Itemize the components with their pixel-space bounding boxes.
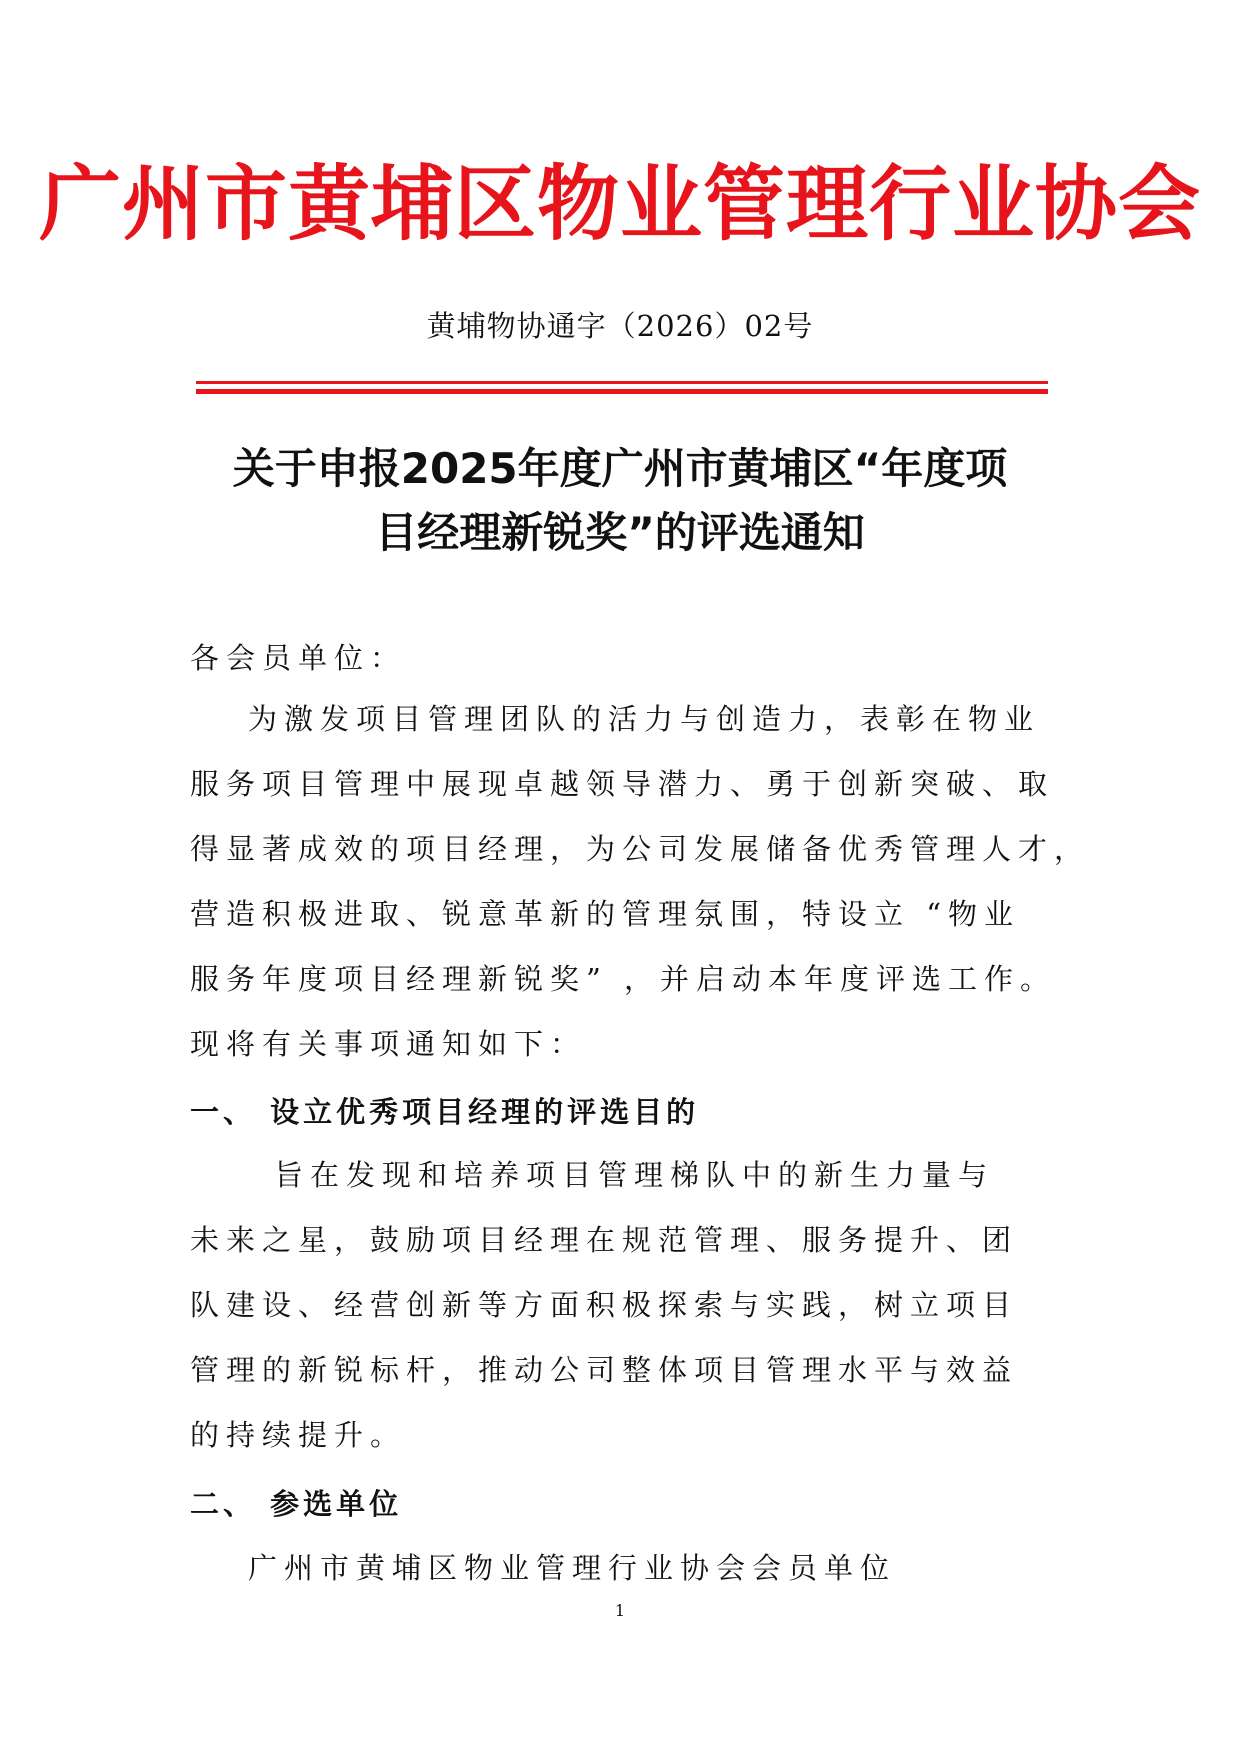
purpose-paragraph (190, 1143, 1050, 1468)
intro-paragraph-line: 营造积极进取、锐意革新的管理氛围，特设立 “物业 (190, 897, 1021, 931)
purpose-paragraph-line: 旨在发现和培养项目管理梯队中的新生力量与 (274, 1158, 995, 1192)
intro-paragraph-line: 得显著成效的项目经理，为公司发展储备优秀管理人才， (190, 832, 1091, 866)
section-heading-participants: 二、 参选单位 (190, 1487, 403, 1521)
intro-paragraph-line: 为激发项目管理团队的活力与创造力，表彰在物业 (248, 702, 1041, 736)
header-rule-thick (196, 389, 1048, 394)
salutation: 各会员单位： (190, 641, 407, 675)
intro-paragraph-line: 现将有关事项通知如下： (190, 1027, 587, 1061)
document-title-line-1: 关于申报2025年度广州市黄埔区“年度项 (232, 444, 1008, 493)
purpose-paragraph-line: 队建设、经营创新等方面积极探索与实践，树立项目 (190, 1288, 1019, 1322)
purpose-paragraph-line: 管理的新锐标杆，推动公司整体项目管理水平与效益 (190, 1353, 1019, 1387)
intro-paragraph (190, 687, 1091, 1077)
section-heading-purpose: 一、 设立优秀项目经理的评选目的 (190, 1095, 700, 1129)
header-rule-thin (196, 381, 1048, 384)
document-number: 黄埔物协通字（2026）02号 (426, 309, 814, 343)
page-number: 1 (614, 1601, 626, 1620)
intro-paragraph-line: 服务年度项目经理新锐奖” ，并启动本年度评选工作。 (190, 962, 1057, 996)
participants-paragraph (190, 1536, 1050, 1601)
document-title (170, 437, 1070, 565)
participants-paragraph-line: 广州市黄埔区物业管理行业协会会员单位 (248, 1551, 897, 1585)
purpose-paragraph-line: 的持续提升。 (190, 1418, 407, 1452)
masthead-org-name: 广州市黄埔区物业管理行业协会 (38, 157, 1201, 252)
document-title-line-2: 目经理新锐奖”的评选通知 (375, 508, 865, 557)
purpose-paragraph-line: 未来之星，鼓励项目经理在规范管理、服务提升、团 (190, 1223, 1019, 1257)
intro-paragraph-line: 服务项目管理中展现卓越领导潜力、勇于创新突破、取 (190, 767, 1055, 801)
